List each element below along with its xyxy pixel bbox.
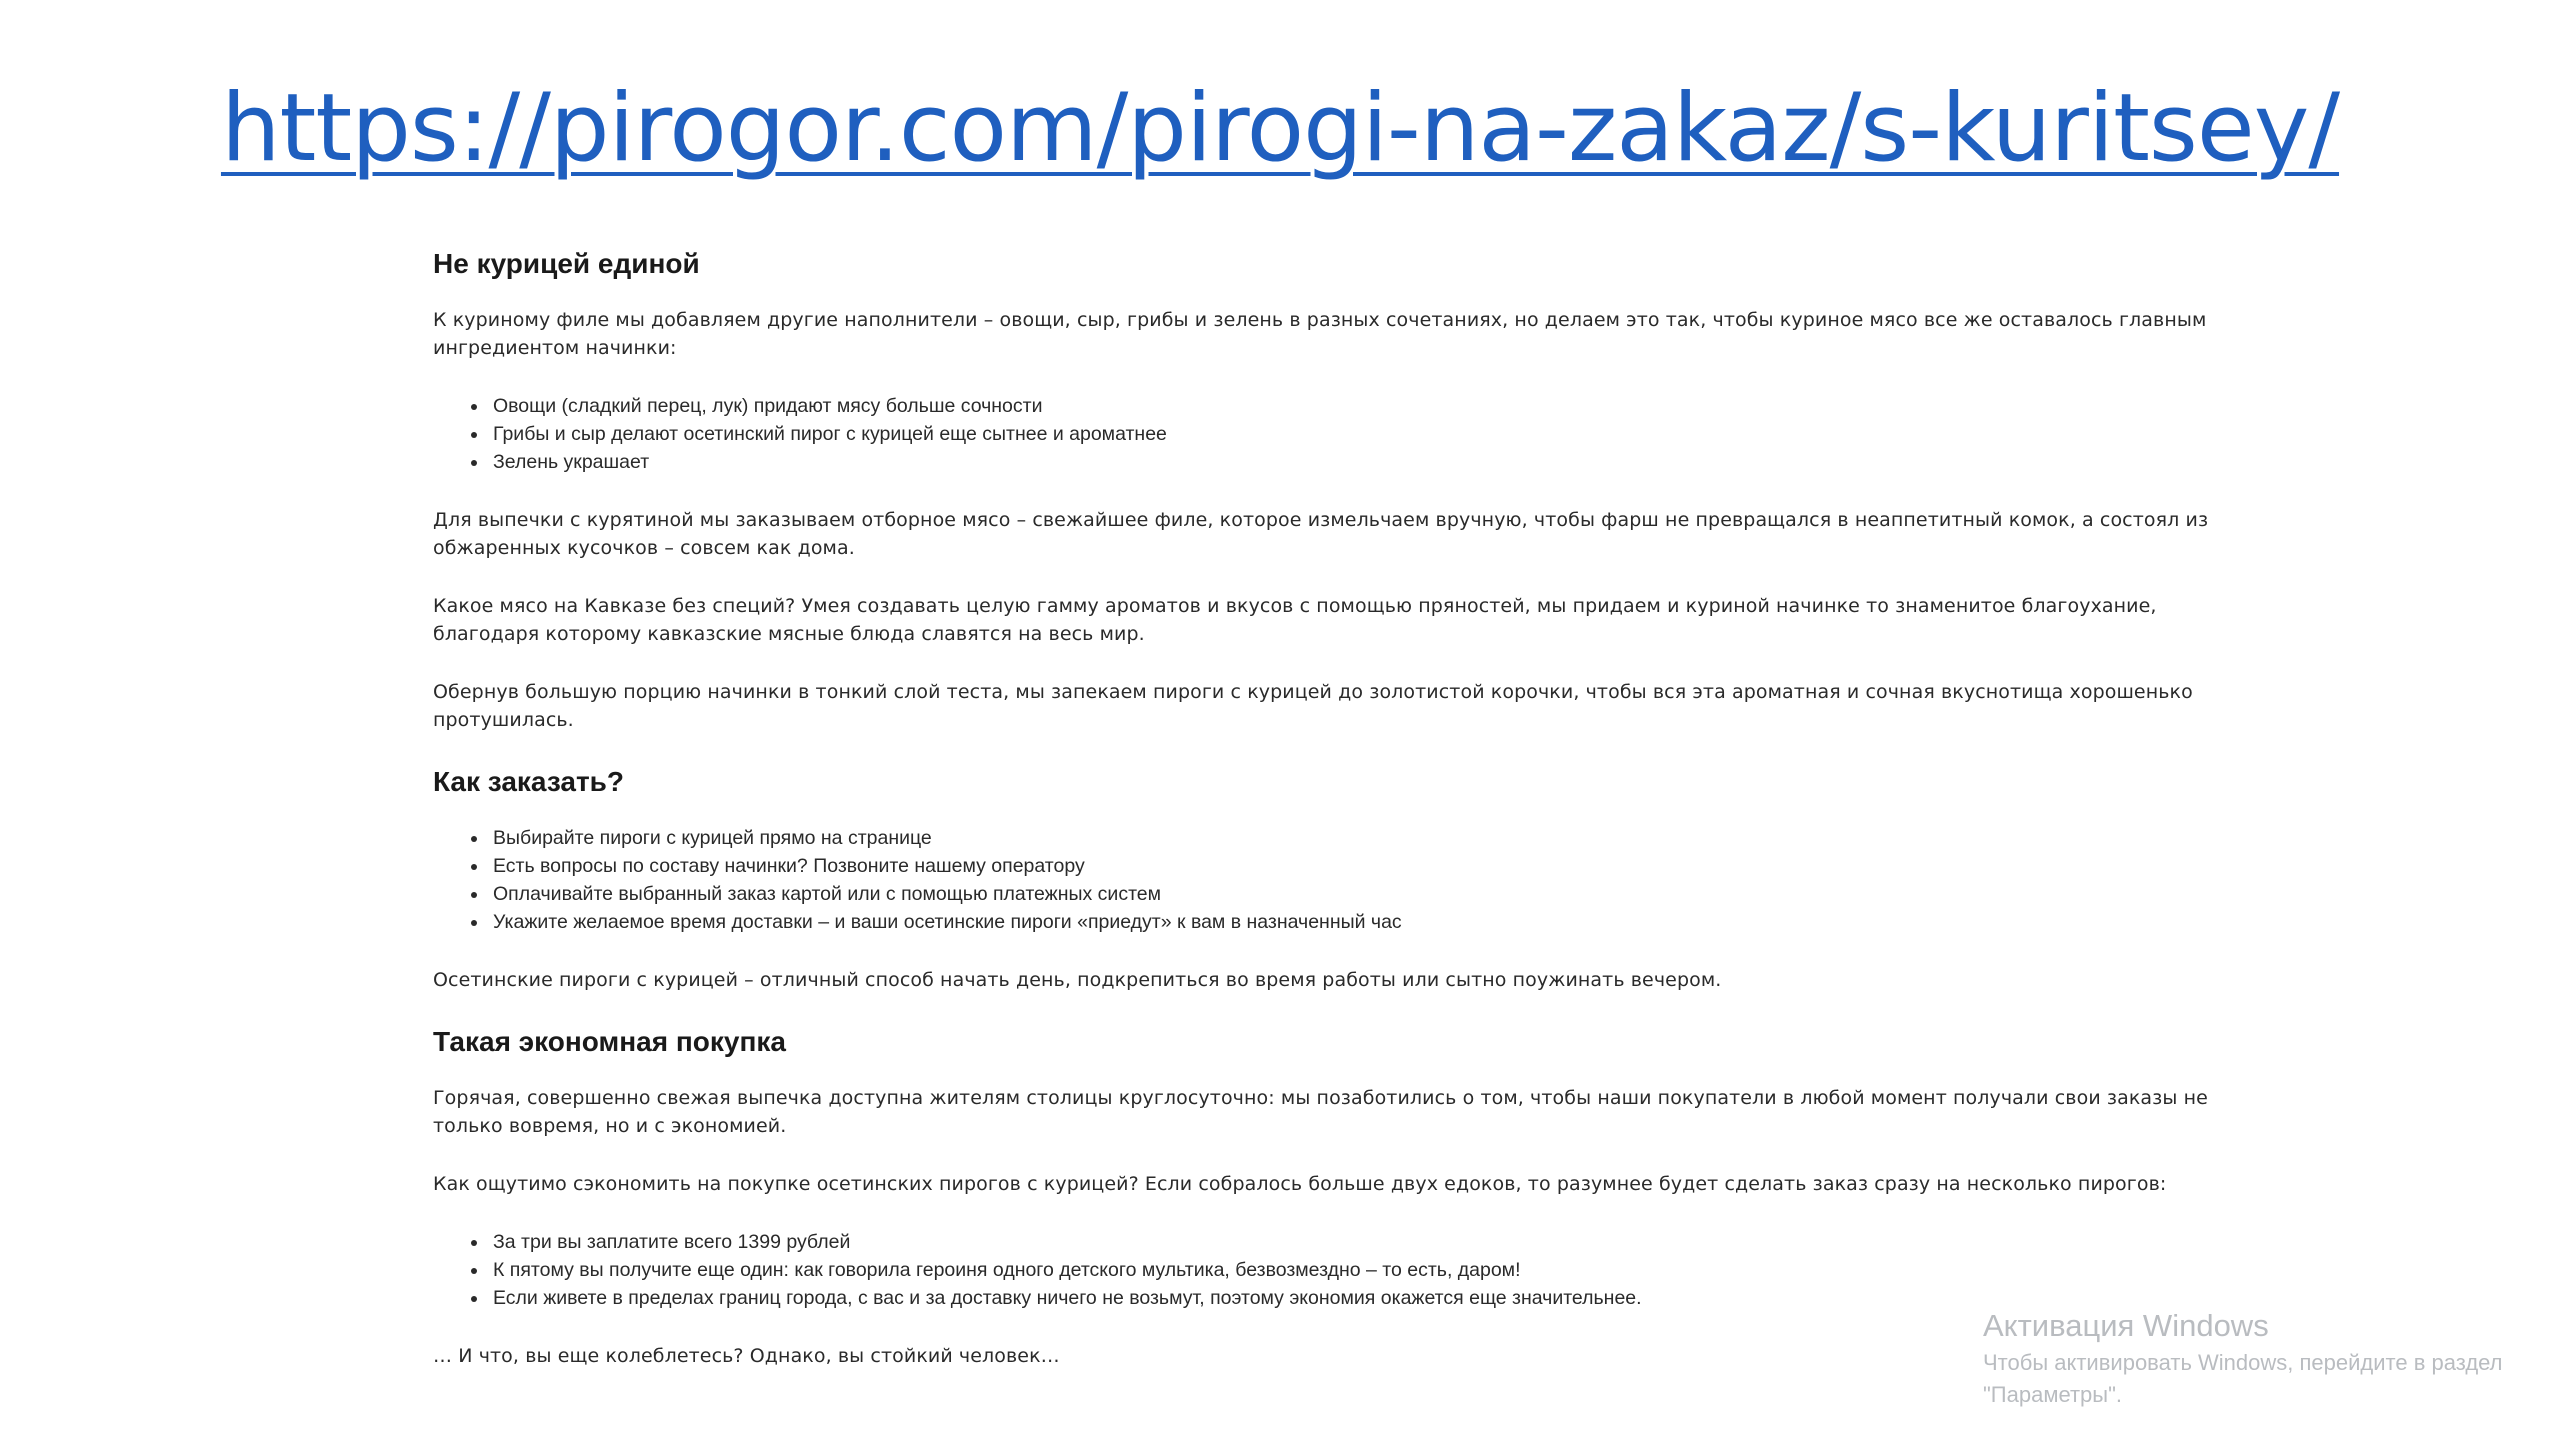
list-item: Есть вопросы по составу начинки? Позвоните нашему оператору [493,852,2233,880]
list-item: Оплачивайте выбранный заказ картой или с помощью платежных систем [493,880,2233,908]
list-item: Овощи (сладкий перец, лук) придают мясу больше сочности [493,392,2233,420]
closing-paragraph: … И что, вы еще колеблетесь? Однако, вы стойкий человек… [433,1345,1060,1367]
baking-paragraph: Обернув большую порцию начинки в тонкий слой теста, мы запекаем пироги с курицей до золотистой корочки, чтобы вся эта ароматная и сочная вкуснотища хорошенько протушилась. [433,681,2193,731]
list-item: За три вы заплатите всего 1399 рублей [493,1228,2233,1256]
watermark-title: Активация Windows [1983,1308,2269,1343]
savings-paragraph: Как ощутимо сэкономить на покупке осетинских пирогов с курицей? Если собралось больше двух едоков, то разумнее будет сделать заказ сразу на несколько пирогов: [433,1173,2167,1195]
section-title-not-chicken-alone: Не курицей единой [433,248,700,279]
meat-paragraph: Для выпечки с курятиной мы заказываем отборное мясо – свежайшее филе, которое измельчаем вручную, чтобы фарш не превращался в неаппетитный комок, а состоял из обжаренных кусочков – совсем как дома. [433,509,2209,559]
document-body [433,246,2233,1400]
page-url-link[interactable]: https://pirogor.com/pirogi-na-zakaz/s-kuritsey/ [220,74,2340,183]
list-item: Зелень украшает [493,448,2233,476]
section-title-economic-purchase: Такая экономная покупка [433,1026,786,1057]
savings-list [433,1228,2233,1312]
delivery-paragraph: Горячая, совершенно свежая выпечка доступна жителям столицы круглосуточно: мы позаботились о том, чтобы наши покупатели в любой момент получали свои заказы не только вовремя, но и с экономией. [433,1087,2208,1137]
list-item: Грибы и сыр делают осетинский пирог с курицей еще сытнее и ароматнее [493,420,2233,448]
watermark-line: "Параметры". [1983,1382,2123,1407]
section-title-how-to-order: Как заказать? [433,766,624,797]
fillings-list [433,392,2233,476]
list-item: Укажите желаемое время доставки – и ваши осетинские пироги «приедут» к вам в назначенный час [493,908,2233,936]
order-outro-paragraph: Осетинские пироги с курицей – отличный способ начать день, подкрепиться во время работы или сытно поужинать вечером. [433,969,1722,991]
list-item: К пятому вы получите еще один: как говорила героиня одного детского мультика, безвозмездно – то есть, даром! [493,1256,2233,1284]
watermark-line: Чтобы активировать Windows, перейдите в раздел [1983,1350,2503,1375]
list-item: Выбирайте пироги с курицей прямо на странице [493,824,2233,852]
order-steps-list [433,824,2233,936]
section-intro-paragraph: К куриному филе мы добавляем другие наполнители – овощи, сыр, грибы и зелень в разных сочетаниях, но делаем это так, чтобы куриное мясо все же оставалось главным ингредиентом начинки: [433,309,2207,359]
spices-paragraph: Какое мясо на Кавказе без специй? Умея создавать целую гамму ароматов и вкусов с помощью пряностей, мы придаем и куриной начинке то знаменитое благоухание, благодаря которому кавказские мясные блюда славятся на весь мир. [433,595,2157,645]
windows-activation-watermark [1983,1305,2503,1411]
list-item: Если живете в пределах границ города, с вас и за доставку ничего не возьмут, поэтому экономия окажется еще значительнее. [493,1284,2233,1312]
